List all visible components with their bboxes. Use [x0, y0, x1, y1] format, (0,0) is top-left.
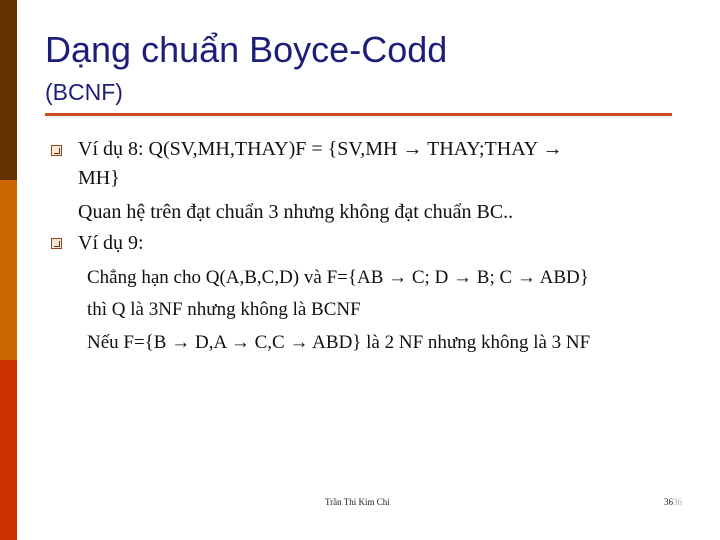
sidebar-band-middle — [0, 180, 17, 360]
example-8-line: Ví dụ 8: Q(SV,MH,THAY)F = {SV,MH → THAY;THAY → — [78, 138, 563, 160]
example-9-result: thì Q là 3NF nhưng không là BCNF — [87, 299, 361, 320]
example-9-heading: Ví dụ 9: — [78, 232, 144, 254]
example-8-continuation: MH} — [78, 167, 120, 189]
square-bullet-icon — [51, 238, 62, 249]
square-bullet-icon — [51, 145, 62, 156]
example-9-alternative: Nếu F={B → D,A → C,C → ABD} là 2 NF nhưng không là 3 NF — [87, 332, 591, 353]
slide-subtitle: (BCNF) — [45, 79, 123, 105]
sidebar-band-top — [0, 0, 17, 180]
example-9-given: Chẳng hạn cho Q(A,B,C,D) và F={AB → C; D → B; C → ABD} — [87, 267, 589, 288]
title-divider — [45, 113, 672, 116]
page-number-shadow: 36 — [673, 497, 682, 507]
footer-author: Trần Thi Kim Chi — [325, 497, 390, 507]
footer-page-number — [664, 497, 682, 507]
page-number: 36 — [664, 497, 673, 507]
slide-title: Dạng chuẩn Boyce-Codd — [45, 29, 448, 70]
sidebar-band-bottom — [0, 360, 17, 540]
decorative-sidebar — [0, 0, 17, 540]
example-8-conclusion: Quan hệ trên đạt chuẩn 3 nhưng không đạt chuẩn BC.. — [78, 201, 514, 223]
